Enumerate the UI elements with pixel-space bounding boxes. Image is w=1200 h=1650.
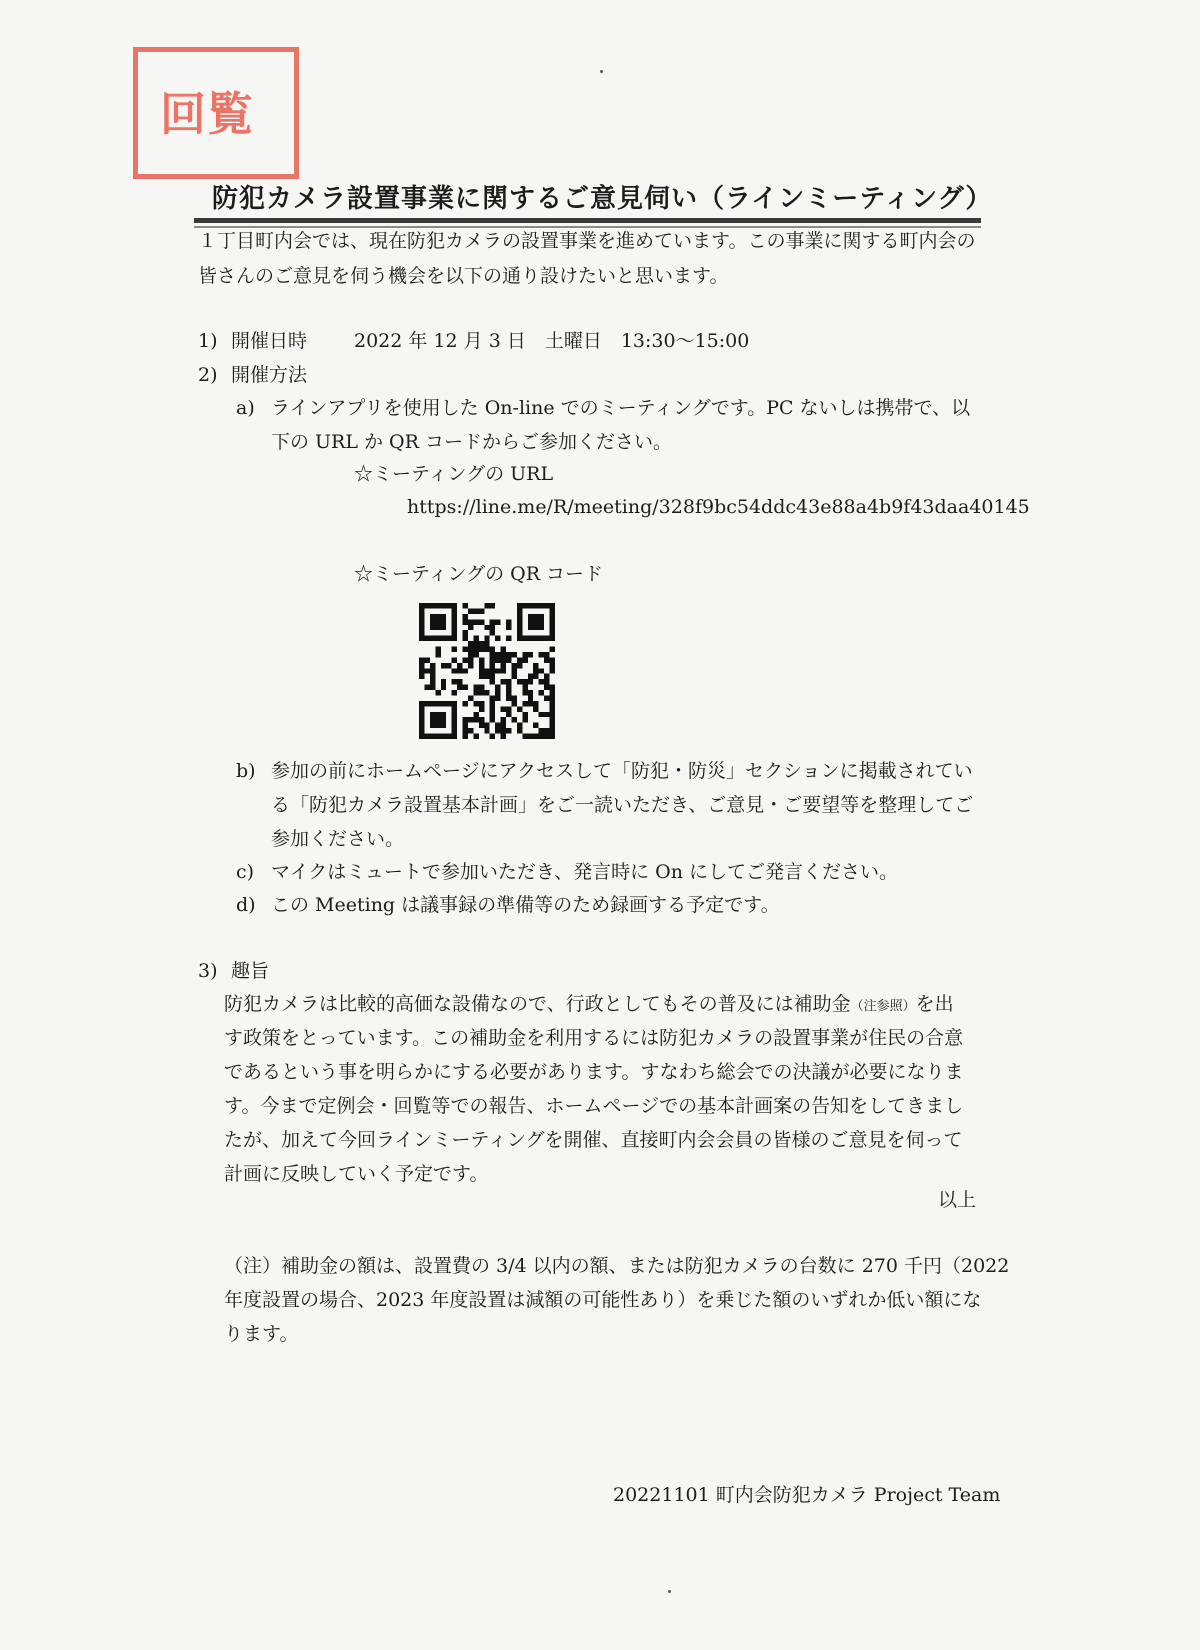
meeting-url[interactable]: https://line.me/R/meeting/328f9bc54ddc43e88a4b9f43daa40145	[407, 496, 1030, 518]
item2a-marker: a)	[236, 397, 255, 419]
document-title: 防犯カメラ設置事業に関するご意見伺い（ラインミーティング）	[212, 184, 993, 214]
item2b-line: 参加の前にホームページにアクセスして「防犯・防災」セクションに掲載されてい	[271, 760, 973, 782]
title-underline-thick	[194, 218, 981, 223]
item3-line: であるという事を明らかにする必要があります。すなわち総会での決議が必要になりま	[224, 1061, 964, 1083]
item3-line: す政策をとっています。この補助金を利用するには防犯カメラの設置事業が住民の合意	[224, 1027, 964, 1049]
item2b-line: る「防犯カメラ設置基本計画」をご一読いただき、ご意見・ご要望等を整理してご	[271, 794, 974, 816]
stamp-text: 回覧	[160, 87, 254, 141]
footnote-line: ります。	[224, 1323, 299, 1345]
item3-line: 計画に反映していく予定です。	[224, 1163, 489, 1185]
item2c-marker: c)	[236, 861, 255, 883]
item1-value: 2022 年 12 月 3 日 土曜日 13:30～15:00	[354, 330, 750, 352]
intro-line: 皆さんのご意見を伺う機会を以下の通り設けたいと思います。	[198, 265, 729, 287]
qr-finder-top-right	[517, 603, 555, 641]
qr-finder-bottom-left	[419, 701, 457, 739]
circulation-stamp	[133, 47, 299, 179]
item3-line1-main: 防犯カメラは比較的高価な設備なので、行政としてもその普及には補助金	[224, 993, 851, 1015]
closing-text: 以上	[938, 1189, 977, 1211]
scan-speck	[600, 70, 603, 73]
item2a-line: ラインアプリを使用した On-line でのミーティングです。PC ないしは携帯で、以	[271, 397, 971, 419]
item3-label: 趣旨	[231, 960, 270, 982]
item2d-marker: d)	[236, 894, 256, 916]
intro-line: １丁目町内会では、現在防犯カメラの設置事業を進めています。この事業に関する町内会の	[198, 230, 976, 252]
title-underline-thin	[194, 226, 981, 228]
footnote-line: 年度設置の場合、2023 年度設置は減額の可能性あり）を乗じた額のいずれか低い額にな	[224, 1289, 982, 1311]
qr-heading: ☆ミーティングの QR コード	[354, 563, 604, 585]
scan-speck	[668, 1590, 671, 1593]
item2a-line: 下の URL か QR コードからご参加ください。	[271, 431, 672, 453]
item3-line: す。今まで定例会・回覧等での報告、ホームページでの基本計画案の告知をしてきまし	[224, 1095, 964, 1117]
item3-number: 3)	[198, 960, 218, 982]
qr-finder-top-left	[419, 603, 457, 641]
issuer-footer: 20221101 町内会防犯カメラ Project Team	[613, 1484, 1001, 1506]
meeting-qr-code[interactable]	[419, 603, 555, 739]
item3-line: たが、加えて今回ラインミーティングを開催、直接町内会会員の皆様のご意見を伺って	[224, 1129, 963, 1151]
item2b-marker: b)	[236, 760, 256, 782]
item2-label: 開催方法	[231, 364, 308, 386]
item2b-line: 参加ください。	[271, 828, 405, 850]
item3-line1-end: を出	[915, 993, 954, 1015]
item1-label: 開催日時	[231, 330, 308, 352]
item2c-text: マイクはミュートで参加いただき、発言時に On にしてご発言ください。	[271, 861, 898, 883]
item3-note-ref: （注参照）	[850, 999, 916, 1014]
item2-number: 2)	[198, 364, 218, 386]
item1-number: 1)	[198, 330, 218, 352]
url-heading: ☆ミーティングの URL	[354, 463, 554, 485]
item2d-text: この Meeting は議事録の準備等のため録画する予定です。	[271, 894, 780, 916]
item3-line	[224, 995, 954, 1014]
footnote-line: （注）補助金の額は、設置費の 3/4 以内の額、または防犯カメラの台数に 270 千円（2022	[224, 1255, 1010, 1277]
